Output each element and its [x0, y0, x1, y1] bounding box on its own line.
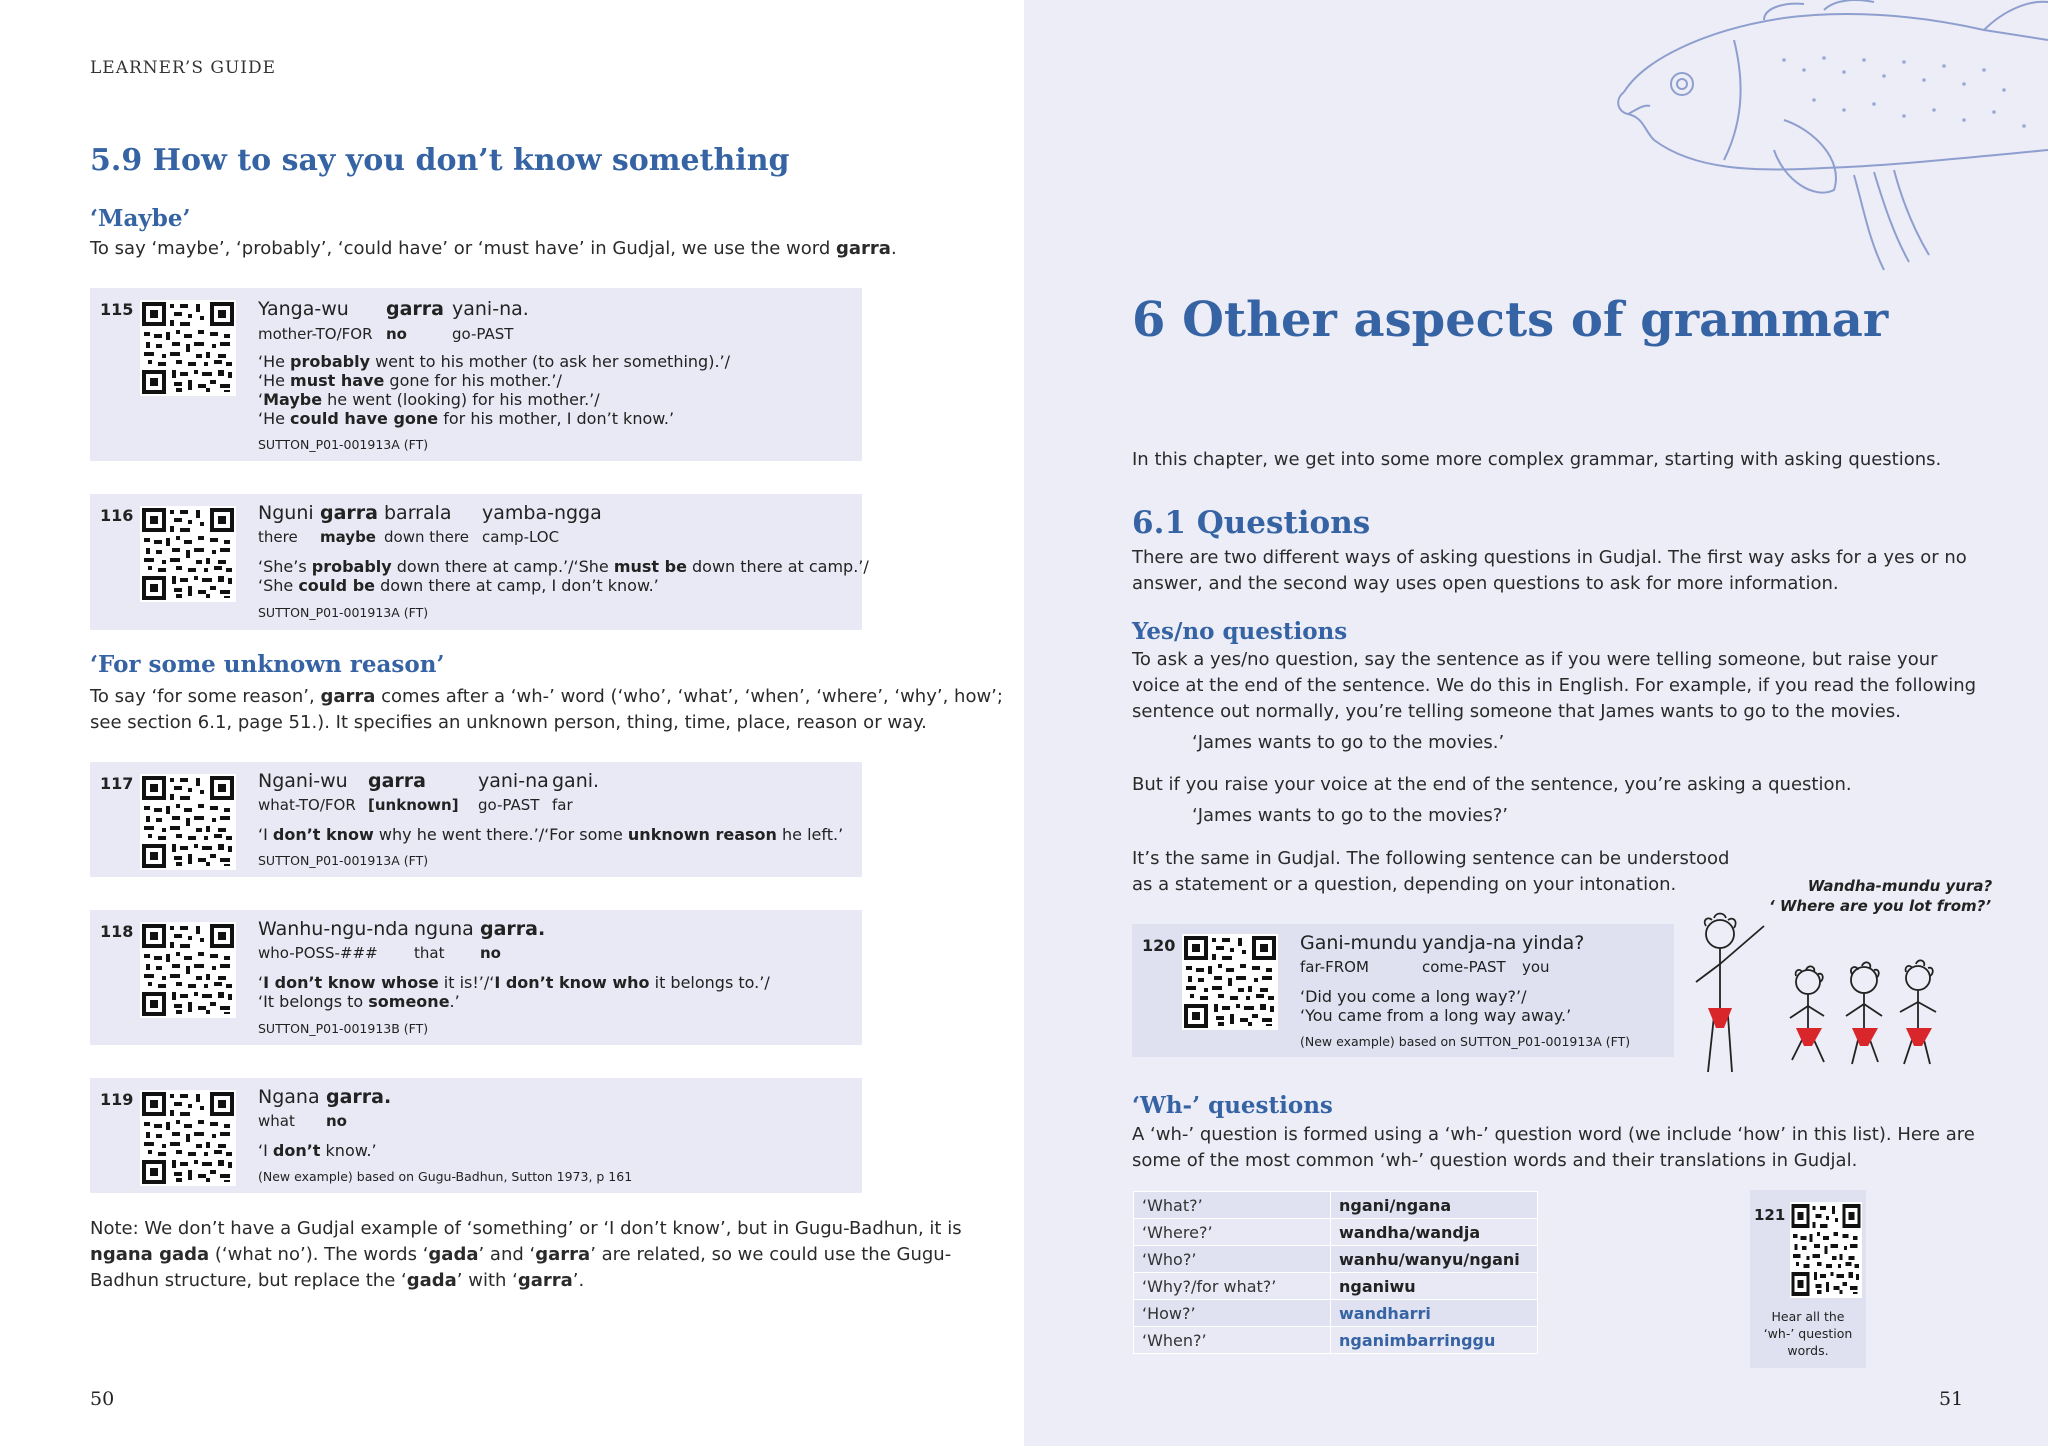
section-title: 5.9 How to say you don’t know something	[90, 143, 790, 178]
maybe-heading: ‘Maybe’	[90, 205, 191, 232]
gudjal-question-word: ngani/ngana	[1331, 1192, 1538, 1219]
example-number: 116	[100, 506, 134, 525]
gloss: no	[386, 325, 407, 343]
cartoon-caption	[1760, 876, 2000, 916]
example-121	[1750, 1190, 1866, 1368]
word: Yanga-wu	[258, 298, 349, 320]
english-question-word: ‘How?’	[1134, 1300, 1331, 1327]
table-row	[1134, 1219, 1538, 1246]
stick-figures-illustration-icon	[1674, 912, 2014, 1078]
translation: ‘He probably went to his mother (to ask her something).’/ ‘He must have gone for his mother.’/ ‘Maybe he went (looking) for his mother.’/ ‘He could have gone for his mother, I don’t know.’	[258, 352, 731, 428]
example-number: 115	[100, 300, 134, 319]
chapter-intro: In this chapter, we get into some more complex grammar, starting with asking questions.	[1132, 449, 1942, 470]
word: yani-na.	[452, 298, 529, 320]
gloss: mother-TO/FOR	[258, 325, 373, 343]
gudjal-question-word: wandharri	[1331, 1300, 1538, 1327]
questions-intro: There are two different ways of asking questions in Gudjal. The first way asks for a yes or no answer, and the second way uses open questions to ask for more information.	[1132, 547, 1967, 594]
gloss: go-PAST	[452, 325, 514, 343]
qr-code-icon[interactable]	[140, 774, 236, 870]
wh-paragraph: A ‘wh-’ question is formed using a ‘wh-’ question word (we include ‘how’ in this list). Here are some of the most common ‘wh-’ question words and their translations in Gudjal.	[1132, 1124, 1975, 1171]
translation: ‘She’s probably down there at camp.’/‘She must be down there at camp.’/ ‘She could be down there at camp, I don’t know.’	[258, 557, 869, 595]
english-question-word: ‘When?’	[1134, 1327, 1331, 1354]
example-120: 120 Gani-mundu yandja-na yinda? far-FROM come-PAST you ‘Did you come a long way?’/ ‘You came from a long way away.’ (New example) based on SUTTON_P01-001913A (FT)	[1132, 924, 1674, 1057]
table-row	[1134, 1246, 1538, 1273]
running-head: LEARNER’S GUIDE	[90, 58, 277, 78]
english-question-word: ‘Where?’	[1134, 1219, 1331, 1246]
example-115	[90, 288, 862, 461]
example-118: 118 Wanhu-ngu-nda nguna garra. who-POSS-### that no ‘I don’t know whose it is!’/‘I don’t know who it belongs to.’/ ‘It belongs to someone.’ SUTTON_P01-001913B (FT)	[90, 910, 862, 1045]
translation: ‘I don’t know.’	[258, 1141, 377, 1160]
page-number: 50	[90, 1388, 115, 1410]
table-row	[1134, 1300, 1538, 1327]
table-row	[1134, 1327, 1538, 1354]
cartoon-caption-english: ‘ Where are you lot from?’	[1768, 897, 1992, 915]
wh-question-words-table	[1133, 1191, 1538, 1354]
example-number: 121	[1754, 1206, 1786, 1224]
yes-no-paragraph-3: It’s the same in Gudjal. The following sentence can be understood as a statement or a question, depending on your intonation.	[1132, 848, 1730, 895]
example-number: 118	[100, 922, 134, 941]
yes-no-paragraph-2: But if you raise your voice at the end of the sentence, you’re asking a question.	[1132, 774, 1852, 795]
qr-code-icon[interactable]	[140, 922, 236, 1018]
qr-code-icon[interactable]	[140, 1090, 236, 1186]
source-reference: (New example) based on SUTTON_P01-001913A (FT)	[1300, 1034, 1631, 1049]
example-116: 116 Nguni garra barrala yamba-ngga there maybe down there camp-LOC ‘She’s probably down there at camp.’/‘She must be down there at camp.’/ ‘She could be down there at camp, I don’t know.’ SUTTON_P01-001913A (FT)	[90, 494, 862, 630]
english-question-word: ‘Why?/for what?’	[1134, 1273, 1331, 1300]
cartoon-caption-gudjal: Wandha-mundu yura?	[1807, 877, 1993, 895]
questions-title: 6.1 Questions	[1132, 505, 1371, 541]
source-reference: SUTTON_P01-001913B (FT)	[258, 1021, 429, 1036]
translation: ‘Did you come a long way?’/ ‘You came from a long way away.’	[1300, 987, 1572, 1025]
table-row	[1134, 1192, 1538, 1219]
gudjal-question-word: wandha/wandja	[1331, 1219, 1538, 1246]
yes-no-paragraph: To ask a yes/no question, say the sentence as if you were telling someone, but raise your voice at the end of the sentence. We do this in English. For example, if you read the following sentence out normally, you’re telling someone that James wants to go to the movies.	[1132, 649, 1977, 722]
english-question-word: ‘What?’	[1134, 1192, 1331, 1219]
qr-code-icon[interactable]	[1182, 934, 1278, 1030]
source-reference: SUTTON_P01-001913A (FT)	[258, 437, 429, 452]
example-number: 117	[100, 774, 134, 793]
qr-code-icon[interactable]	[1790, 1202, 1862, 1298]
example-number: 120	[1142, 936, 1176, 955]
table-row	[1134, 1273, 1538, 1300]
example-119: 119 Ngana garra. what no ‘I don’t know.’ (New example) based on Gugu-Badhun, Sutton 1973, p 161	[90, 1078, 862, 1193]
chapter-title: 6 Other aspects of grammar	[1132, 292, 1889, 348]
fish-illustration-icon	[1584, 0, 2048, 310]
translation: ‘I don’t know why he went there.’/‘For some unknown reason he left.’	[258, 825, 844, 844]
source-reference: SUTTON_P01-001913A (FT)	[258, 605, 429, 620]
unknown-heading: ‘For some unknown reason’	[90, 651, 445, 678]
unknown-intro: To say ‘for some reason’, garra comes after a ‘wh-’ word (‘who’, ‘what’, ‘when’, ‘where’, ‘why’, how’; see section 6.1, page 51.). It specifies an unknown person, thing, time, place, reason or way.	[90, 686, 1003, 733]
gudjal-question-word: nganiwu	[1331, 1273, 1538, 1300]
example-number: 119	[100, 1090, 134, 1109]
yes-no-example-statement: ‘James wants to go to the movies.’	[1192, 732, 1505, 753]
maybe-intro-text: To say ‘maybe’, ‘probably’, ‘could have’ or ‘must have’ in Gudjal, we use the word	[90, 238, 836, 259]
maybe-intro	[90, 236, 897, 262]
maybe-intro-end: .	[890, 238, 897, 259]
maybe-intro-bold: garra	[836, 238, 891, 259]
page-number: 51	[1939, 1388, 1964, 1410]
source-reference: SUTTON_P01-001913A (FT)	[258, 853, 429, 868]
english-question-word: ‘Who?’	[1134, 1246, 1331, 1273]
note-paragraph: Note: We don’t have a Gudjal example of ‘something’ or ‘I don’t know’, but in Gugu-Badhun, it is ngana gada (‘what no’). The words ‘gada’ and ‘garra’ are related, so we could use the Gugu- Badhun structure, but replace the ‘gada’ with ‘garra’.	[90, 1218, 962, 1291]
wh-heading: ‘Wh-’ questions	[1132, 1092, 1333, 1119]
yes-no-heading: Yes/no questions	[1132, 618, 1348, 645]
gudjal-question-word: wanhu/wanyu/ngani	[1331, 1246, 1538, 1273]
yes-no-example-question: ‘James wants to go to the movies?’	[1192, 805, 1509, 826]
example-117: 117 Ngani-wu garra yani-na gani. what-TO/FOR [unknown] go-PAST far ‘I don’t know why he went there.’/‘For some unknown reason he left.’ SUTTON_P01-001913A (FT)	[90, 762, 862, 877]
source-reference: (New example) based on Gugu-Badhun, Sutton 1973, p 161	[258, 1169, 633, 1184]
qr-code-icon[interactable]	[140, 300, 236, 396]
gudjal-question-word: nganimbarringgu	[1331, 1327, 1538, 1354]
translation: ‘I don’t know whose it is!’/‘I don’t know who it belongs to.’/ ‘It belongs to someone.’	[258, 973, 770, 1011]
qr-code-icon[interactable]	[140, 506, 236, 602]
word: garra	[386, 298, 444, 320]
qr-caption: Hear all the ‘wh-’ question words.	[1763, 1309, 1853, 1358]
